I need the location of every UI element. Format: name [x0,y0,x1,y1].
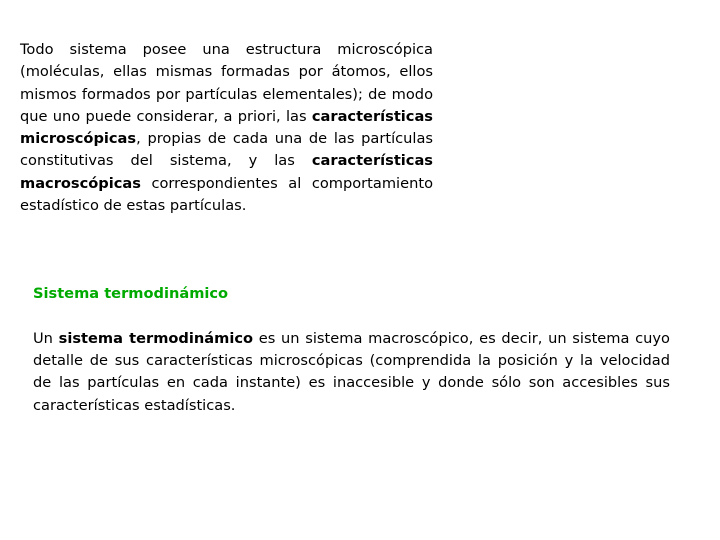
intro-paragraph [20,39,433,217]
definition-text-2: es un sistema macroscópico, es decir, un sistema cuyo detalle de sus características microscópicas (comprendida la posición y la velocidad de las partículas en cada instante) es inaccesible y donde sólo son accesibles sus características estadísticas. [33,330,670,414]
definition-paragraph [33,328,670,417]
intro-text-1: Todo sistema posee una estructura microscópica (moléculas, ellas mismas formadas por átomos, ellos mismos formados por partículas elementales); de modo que uno puede considerar, a priori, las [20,41,433,125]
section-heading: Sistema termodinámico [33,285,229,302]
definition-text-1: Un [33,330,59,347]
definition-bold-term: sistema termodinámico [58,330,254,347]
intro-text-2: , propias de cada una de las partículas constitutivas del sistema, y las [20,130,433,170]
intro-text-3: correspondientes al comportamiento estadístico de estas partículas. [20,174,433,215]
intro-bold-microscopic: características microscópicas [20,107,433,148]
intro-bold-macroscopic: características macroscópicas [20,152,433,192]
